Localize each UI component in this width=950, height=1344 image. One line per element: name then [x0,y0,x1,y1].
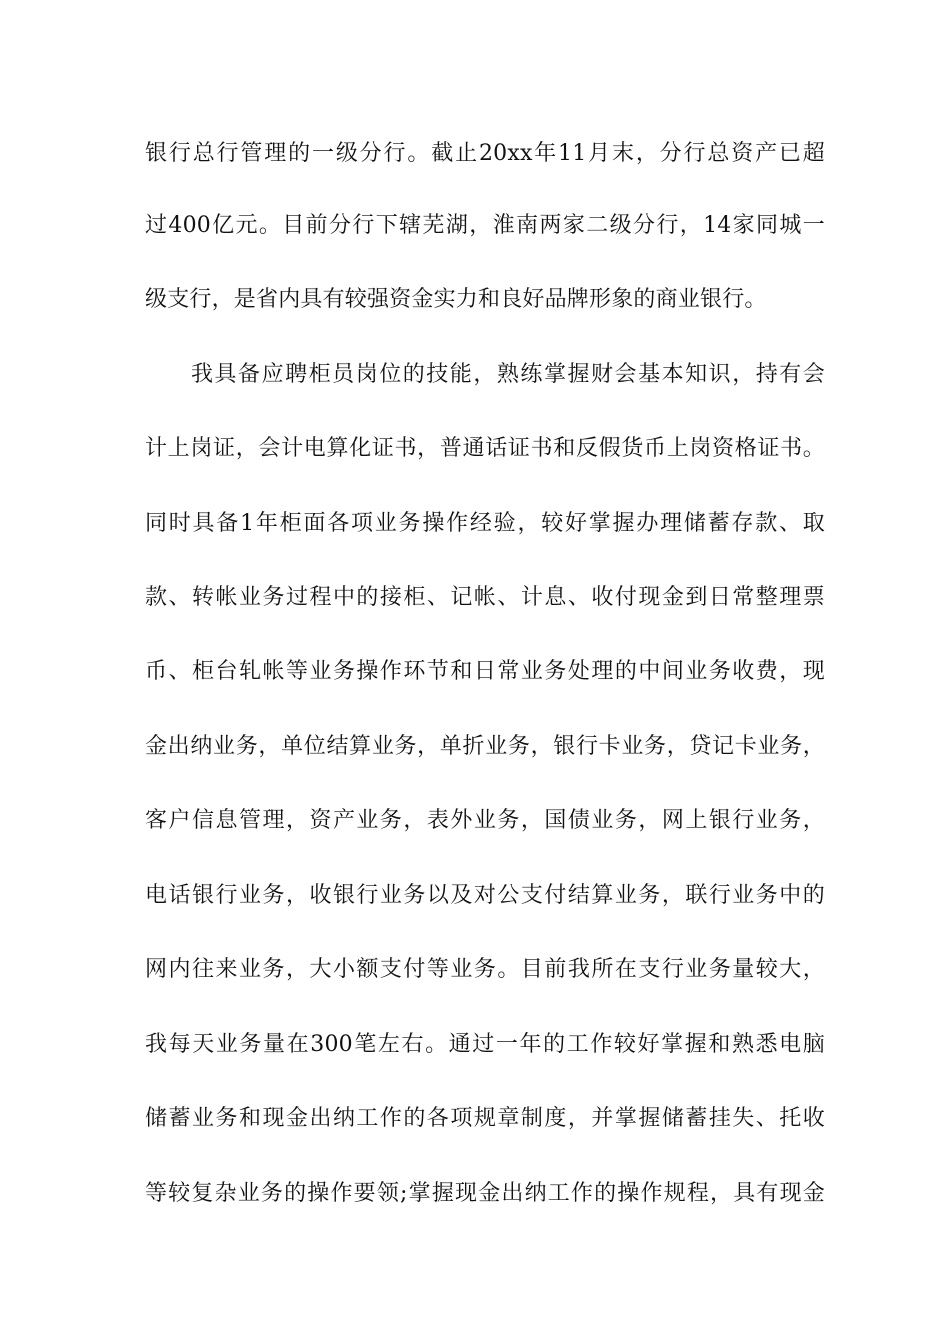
text-line-8: 币、柜台轧帐等业务操作环节和日常业务处理的中间业务收费，现 [145,659,825,684]
text-line-7: 款、转帐业务过程中的接柜、记帐、计息、收付现金到日常整理票 [145,585,825,610]
text-line-2: 过400亿元。目前分行下辖芜湖，淮南两家二级分行，14家同城一 [145,213,825,238]
text-line-15: 等较复杂业务的操作要领;掌握现金出纳工作的操作规程，具有现金 [145,1181,825,1206]
text-line-12: 网内往来业务，大小额支付等业务。目前我所在支行业务量较大， [145,957,825,982]
text-line-11: 电话银行业务，收银行业务以及对公支付结算业务，联行业务中的 [145,883,825,908]
text-line-5: 计上岗证，会计电算化证书，普通话证书和反假货币上岗资格证书。 [145,436,825,461]
text-line-9: 金出纳业务，单位结算业务，单折业务，银行卡业务，贷记卡业务， [145,734,825,759]
text-line-3: 级支行，是省内具有较强资金实力和良好品牌形象的商业银行。 [145,287,767,312]
paragraph-first-line: 我具备应聘柜员岗位的技能，熟练掌握财会基本知识，持有会 [191,362,825,387]
text-line-1: 银行总行管理的一级分行。截止20xx年11月末，分行总资产已超 [145,141,825,166]
text-line-13: 我每天业务量在300笔左右。通过一年的工作较好掌握和熟悉电脑 [145,1032,825,1057]
text-line-10: 客户信息管理，资产业务，表外业务，国债业务，网上银行业务， [145,808,825,833]
text-line-14: 储蓄业务和现金出纳工作的各项规章制度，并掌握储蓄挂失、托收 [145,1106,825,1131]
text-line-6: 同时具备1年柜面各项业务操作经验，较好掌握办理储蓄存款、取 [145,511,825,536]
